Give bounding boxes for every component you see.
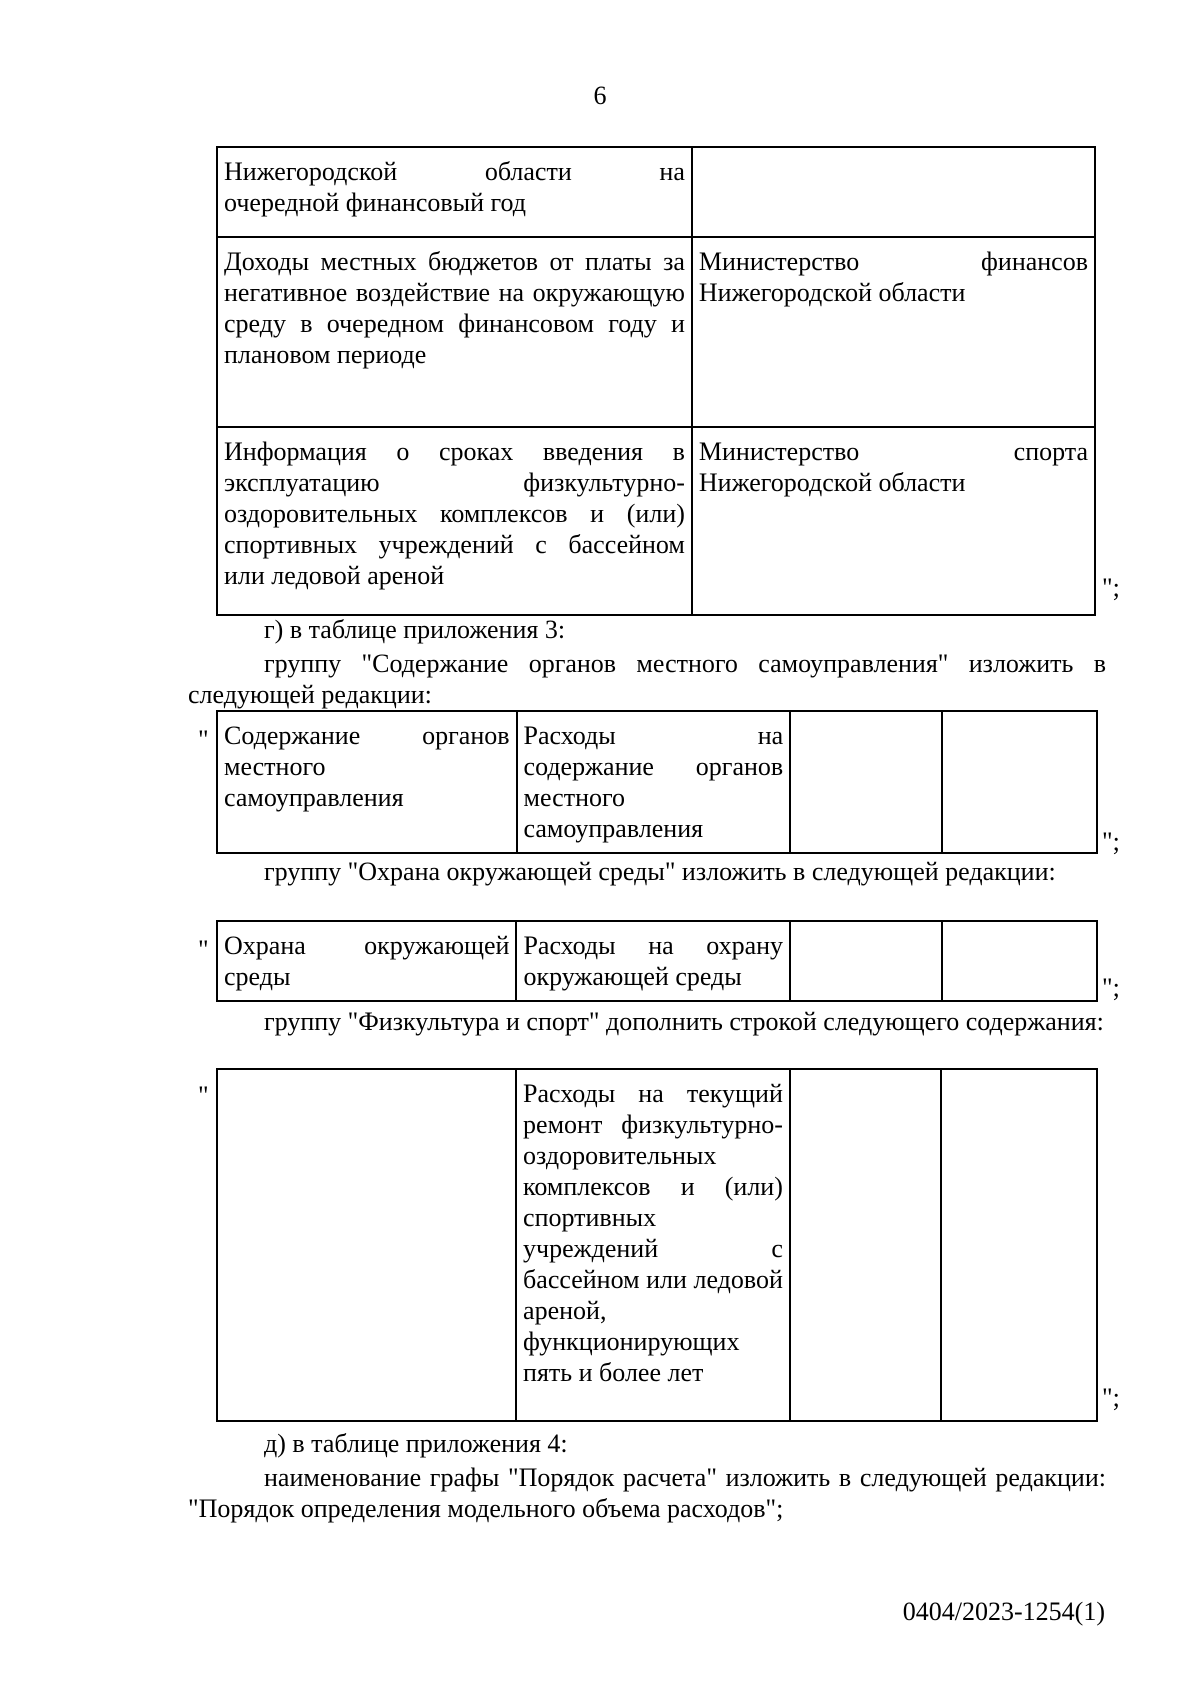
table-cell [942, 921, 1097, 1001]
table-cell [941, 1069, 1097, 1421]
table-cell [790, 1069, 942, 1421]
table-cell: Доходы местных бюджетов от платы за негативное воздействие на окружающую среду в очередном финансовом году и плановом периоде [217, 237, 692, 427]
table-row [217, 711, 1097, 853]
table-cell [692, 237, 1095, 427]
table-cell: Информация о сроках введения в эксплуатацию физкультурно-оздоровительных комплексов и (или) спортивных учреждений с бассейном или ледовой ареной [217, 427, 692, 615]
paragraph-d: д) в таблице приложения 4: [264, 1429, 568, 1458]
table-cell [692, 427, 1095, 615]
cell-text-line: Нижегородской области [698, 468, 966, 497]
cell-text-line: Нижегородской области [698, 278, 966, 307]
table-cell: Расходы на текущий ремонт физкультурно-оздоровительных комплексов и (или) спортивных учреждений с бассейном или ледовой ареной, функционирующих пять и более лет [516, 1069, 790, 1421]
cell-text-line: очередной финансовый год [224, 188, 527, 217]
table-cell [942, 711, 1097, 853]
page-number: 6 [593, 81, 607, 110]
table-cell [217, 147, 692, 237]
cell-text-line: Министерство спорта [698, 437, 1088, 466]
closing-quote-mark: "; [1102, 827, 1120, 856]
closing-quote-mark: "; [1102, 573, 1120, 602]
table-row [217, 237, 1095, 427]
table-cell [790, 711, 941, 853]
closing-quote-mark: "; [1102, 973, 1120, 1002]
opening-quote-mark: " [198, 1081, 209, 1110]
paragraph-g: г) в таблице приложения 3: [264, 615, 566, 644]
table-row [217, 1069, 1097, 1421]
paragraph-column-name: наименование графы "Порядок расчета" изложить в следующей редакции: "Порядок определения модельного объема расходов"; [188, 1463, 1106, 1523]
table-cell: Содержание органов местного самоуправления [217, 711, 517, 853]
table-cell: Расходы на содержание органов местного самоуправления [517, 711, 791, 853]
cell-text-line: Министерство финансов [698, 247, 1088, 276]
paragraph-group-3: группу "Физкультура и спорт" дополнить строкой следующего содержания: [264, 1007, 1104, 1036]
document-code: 0404/2023-1254(1) [902, 1597, 1105, 1626]
table-appendix-2-rows [216, 146, 1096, 616]
table-row [217, 427, 1095, 615]
table-group-local-government [216, 710, 1098, 854]
paragraph-group-2: группу "Охрана окружающей среды" изложить в следующей редакции: [264, 857, 1056, 886]
opening-quote-mark: " [198, 725, 209, 754]
table-row [217, 147, 1095, 237]
table-group-environment [216, 920, 1098, 1002]
cell-text-line: Нижегородской области на [224, 157, 685, 186]
closing-quote-mark: "; [1102, 1383, 1120, 1412]
table-cell: Охрана окружающей среды [217, 921, 516, 1001]
table-cell [217, 1069, 516, 1421]
table-row [217, 921, 1097, 1001]
table-cell [790, 921, 941, 1001]
table-cell: Расходы на охрану окружающей среды [516, 921, 790, 1001]
table-cell [692, 147, 1095, 237]
table-group-sport [216, 1068, 1098, 1422]
opening-quote-mark: " [198, 935, 209, 964]
paragraph-group-1: группу "Содержание органов местного самоуправления" изложить в следующей редакции: [188, 649, 1106, 709]
